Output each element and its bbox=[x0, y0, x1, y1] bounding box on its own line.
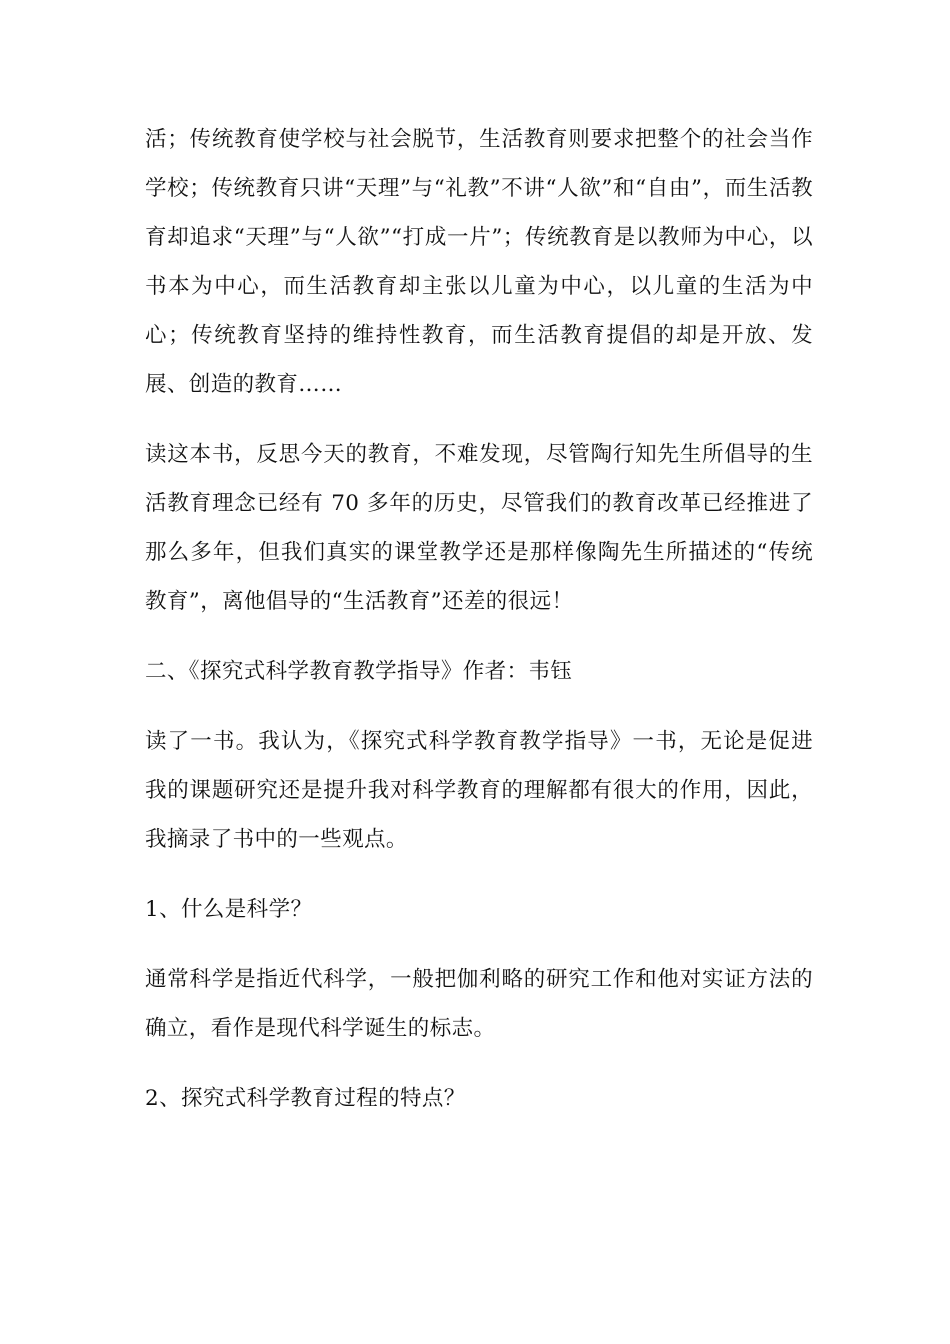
question-heading-what-is-science: 1、什么是科学？ bbox=[145, 897, 313, 922]
paragraph-spacer bbox=[145, 696, 813, 717]
paragraph-traditional-vs-life-education: 活；传统教育使学校与社会脱节，生活教育则要求把整个的社会当作学校；传统教育只讲“天理”与“礼教”不讲“人欲”和“自由”，而生活教育却追求“天理”与“人欲”“打成一片”；传统教育是以教师为中心，以书本为中心，而生活教育却主张以儿童为中心，以儿童的生活为中心；传统教育坚持的维持性教育，而生活教育提倡的却是开放、发展、创造的教育…… bbox=[145, 127, 813, 397]
paragraph-spacer bbox=[145, 409, 813, 430]
paragraph-reflection: 读这本书，反思今天的教育，不难发现，尽管陶行知先生所倡导的生活教育理念已经有 70 多年的历史，尽管我们的教育改革已经推进了那么多年，但我们真实的课堂教学还是那样像陶先生所描述的“传统教育”，离他倡导的“生活教育”还差的很远！ bbox=[145, 442, 813, 614]
paragraph-spacer bbox=[145, 626, 813, 647]
paragraph-science-definition: 通常科学是指近代科学，一般把伽利略的研究工作和他对实证方法的确立，看作是现代科学诞生的标志。 bbox=[145, 967, 813, 1041]
question-heading-inquiry-features: 2、探究式科学教育过程的特点？ bbox=[145, 1086, 466, 1111]
document-body bbox=[145, 115, 813, 1123]
paragraph-spacer bbox=[145, 864, 813, 885]
section-heading-book-two: 二、《探究式科学教育教学指导》作者：韦钰 bbox=[145, 659, 573, 684]
paragraph-spacer bbox=[145, 934, 813, 955]
paragraph-spacer bbox=[145, 1053, 813, 1074]
paragraph-book-two-intro: 读了一书。我认为，《探究式科学教育教学指导》一书，无论是促进我的课题研究还是提升我对科学教育的理解都有很大的作用，因此，我摘录了书中的一些观点。 bbox=[145, 729, 813, 852]
